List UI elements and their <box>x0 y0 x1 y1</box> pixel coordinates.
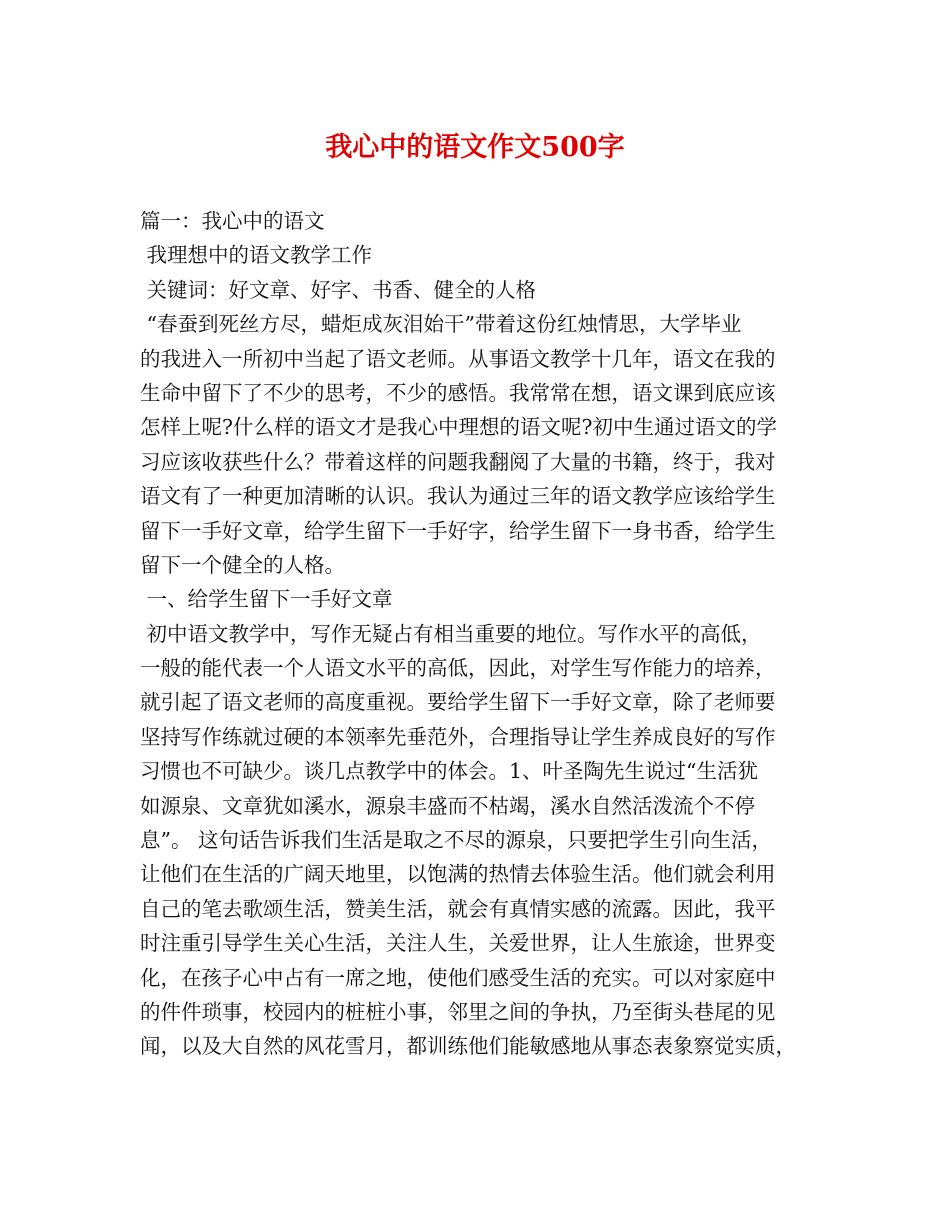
text-line: 化，在孩子心中占有一席之地，使他们感受生活的充实。可以对家庭中 <box>140 965 776 990</box>
text-line: 自己的笔去歌颂生活，赞美生活，就会有真情实感的流露。因此，我平 <box>140 896 776 921</box>
text-line: 一般的能代表一个人语文水平的高低，因此，对学生写作能力的培养， <box>140 656 776 681</box>
text-line: 初中语文教学中，写作无疑占有相当重要的地位。写作水平的高低， <box>140 621 762 646</box>
text-line: 如源泉、文章犹如溪水，源泉丰盛而不枯竭，溪水自然活泼流个不停 <box>140 793 755 818</box>
text-line: 习应该收获些什么？带着这样的问题我翻阅了大量的书籍，终于，我对 <box>140 449 776 474</box>
text-line: 语文有了一种更加清晰的认识。我认为通过三年的语文教学应该给学生 <box>140 484 776 509</box>
text-line: 就引起了语文老师的高度重视。要给学生留下一手好文章，除了老师要 <box>140 690 776 715</box>
text-line: 怎样上呢?什么样的语文才是我心中理想的语文呢?初中生通过语文的学 <box>140 415 777 440</box>
text-line: 留下一个健全的人格。 <box>140 552 345 577</box>
text-line: 息”。 这句话告诉我们生活是取之不尽的源泉，只要把学生引向生活， <box>140 828 772 853</box>
text-line: 让他们在生活的广阔天地里，以饱满的热情去体验生活。他们就会利用 <box>140 862 776 887</box>
document-title: 我心中的语文作文500字 <box>325 132 625 163</box>
text-line: 闻，以及大自然的风花雪月，都训练他们能敏感地从事态表象察觉实质， <box>140 1034 796 1059</box>
text-line: 我理想中的语文教学工作 <box>140 243 373 268</box>
text-line: 生命中留下了不少的思考，不少的感悟。我常常在想，语文课到底应该 <box>140 380 776 405</box>
text-line: 留下一手好文章，给学生留下一手好字，给学生留下一身书香，给学生 <box>140 518 776 543</box>
text-line: 时注重引导学生关心生活，关注人生，关爱世界，让人生旅途，世界变 <box>140 931 776 956</box>
text-line: 一、给学生留下一手好文章 <box>140 587 393 612</box>
text-line: 的件件琐事，校园内的桩桩小事，邻里之间的争执，乃至街头巷尾的见 <box>140 999 776 1024</box>
text-line: 篇一：我心中的语文 <box>140 209 325 233</box>
text-line: 坚持写作练就过硬的本领率先垂范外，合理指导让学生养成良好的写作 <box>140 724 776 749</box>
text-line: 的我进入一所初中当起了语文老师。从事语文教学十几年，语文在我的 <box>140 346 776 371</box>
text-line: 习惯也不可缺少。谈几点教学中的体会。1、叶圣陶先生说过“生活犹 <box>140 759 759 784</box>
text-line: “春蚕到死丝方尽，蜡炬成灰泪始干”带着这份红烛情思，大学毕业 <box>140 312 742 337</box>
document-body <box>140 204 820 1064</box>
text-line: 关键词：好文章、好字、书香、健全的人格 <box>140 277 537 302</box>
